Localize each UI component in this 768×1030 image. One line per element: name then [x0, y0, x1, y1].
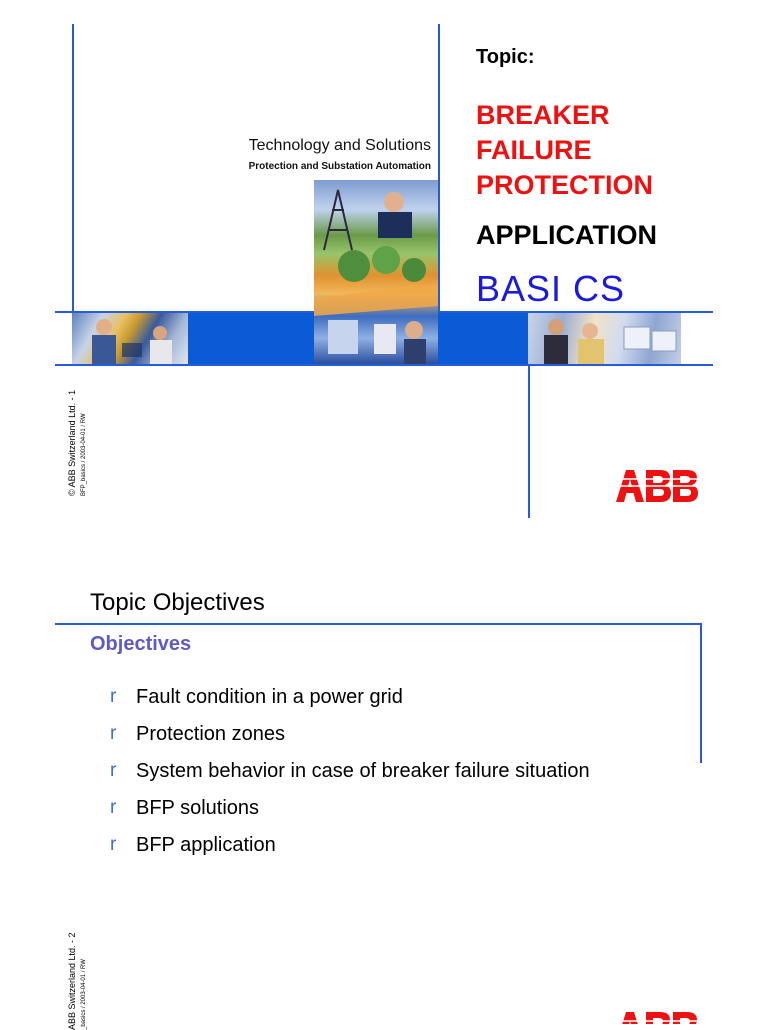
divider-line	[700, 623, 702, 763]
list-item	[110, 723, 590, 760]
list-item	[110, 760, 590, 797]
engineers-photo	[72, 313, 188, 364]
section-subtitle: Objectives	[90, 633, 192, 655]
list-item-text: System behavior in case of breaker failure situation	[136, 760, 590, 782]
list-item	[110, 834, 590, 871]
abb-logo-clip	[614, 1008, 700, 1024]
list-item-text: Protection zones	[136, 723, 285, 745]
department-heading: Protection and Substation Automation	[248, 161, 431, 172]
divider-line	[55, 364, 713, 366]
list-item	[110, 797, 590, 834]
copyright-note	[62, 932, 87, 1030]
copyright-note	[62, 390, 87, 496]
file-reference: BFP_basics / 2003-04-01 / RW	[81, 413, 87, 496]
bullet-icon: r	[110, 797, 117, 818]
bullet-icon: r	[110, 723, 117, 744]
topic-title	[476, 98, 653, 203]
bullet-icon: r	[110, 760, 117, 781]
file-reference: _basics / 2003-04-01 / RW	[81, 959, 87, 1030]
list-item-text: BFP application	[136, 834, 276, 856]
blue-band	[188, 313, 314, 364]
copyright-text: ABB Switzerland Ltd. - 2	[67, 932, 77, 1030]
abb-logo	[614, 466, 700, 506]
bullet-icon: r	[110, 686, 117, 707]
technology-heading: Technology and Solutions	[248, 137, 431, 154]
basics-heading: BASI CS	[476, 268, 626, 309]
list-item	[110, 686, 590, 723]
objectives-list	[110, 686, 590, 871]
topic-label: Topic:	[476, 46, 535, 68]
divider-line	[55, 623, 702, 625]
title-line: FAILURE	[476, 135, 592, 165]
office-photo	[528, 313, 681, 364]
title-line: PROTECTION	[476, 170, 654, 200]
abb-logo	[614, 1008, 700, 1024]
list-item-text: Fault condition in a power grid	[136, 686, 403, 708]
application-heading: APPLICATION	[476, 220, 657, 250]
blue-band	[438, 313, 528, 364]
collage-photo	[314, 180, 438, 364]
bullet-icon: r	[110, 834, 117, 855]
copyright-text: © ABB Switzerland Ltd. - 1	[67, 389, 77, 496]
title-line: BREAKER	[476, 100, 610, 130]
page-title: Topic Objectives	[90, 589, 265, 616]
list-item-text: BFP solutions	[136, 797, 260, 819]
